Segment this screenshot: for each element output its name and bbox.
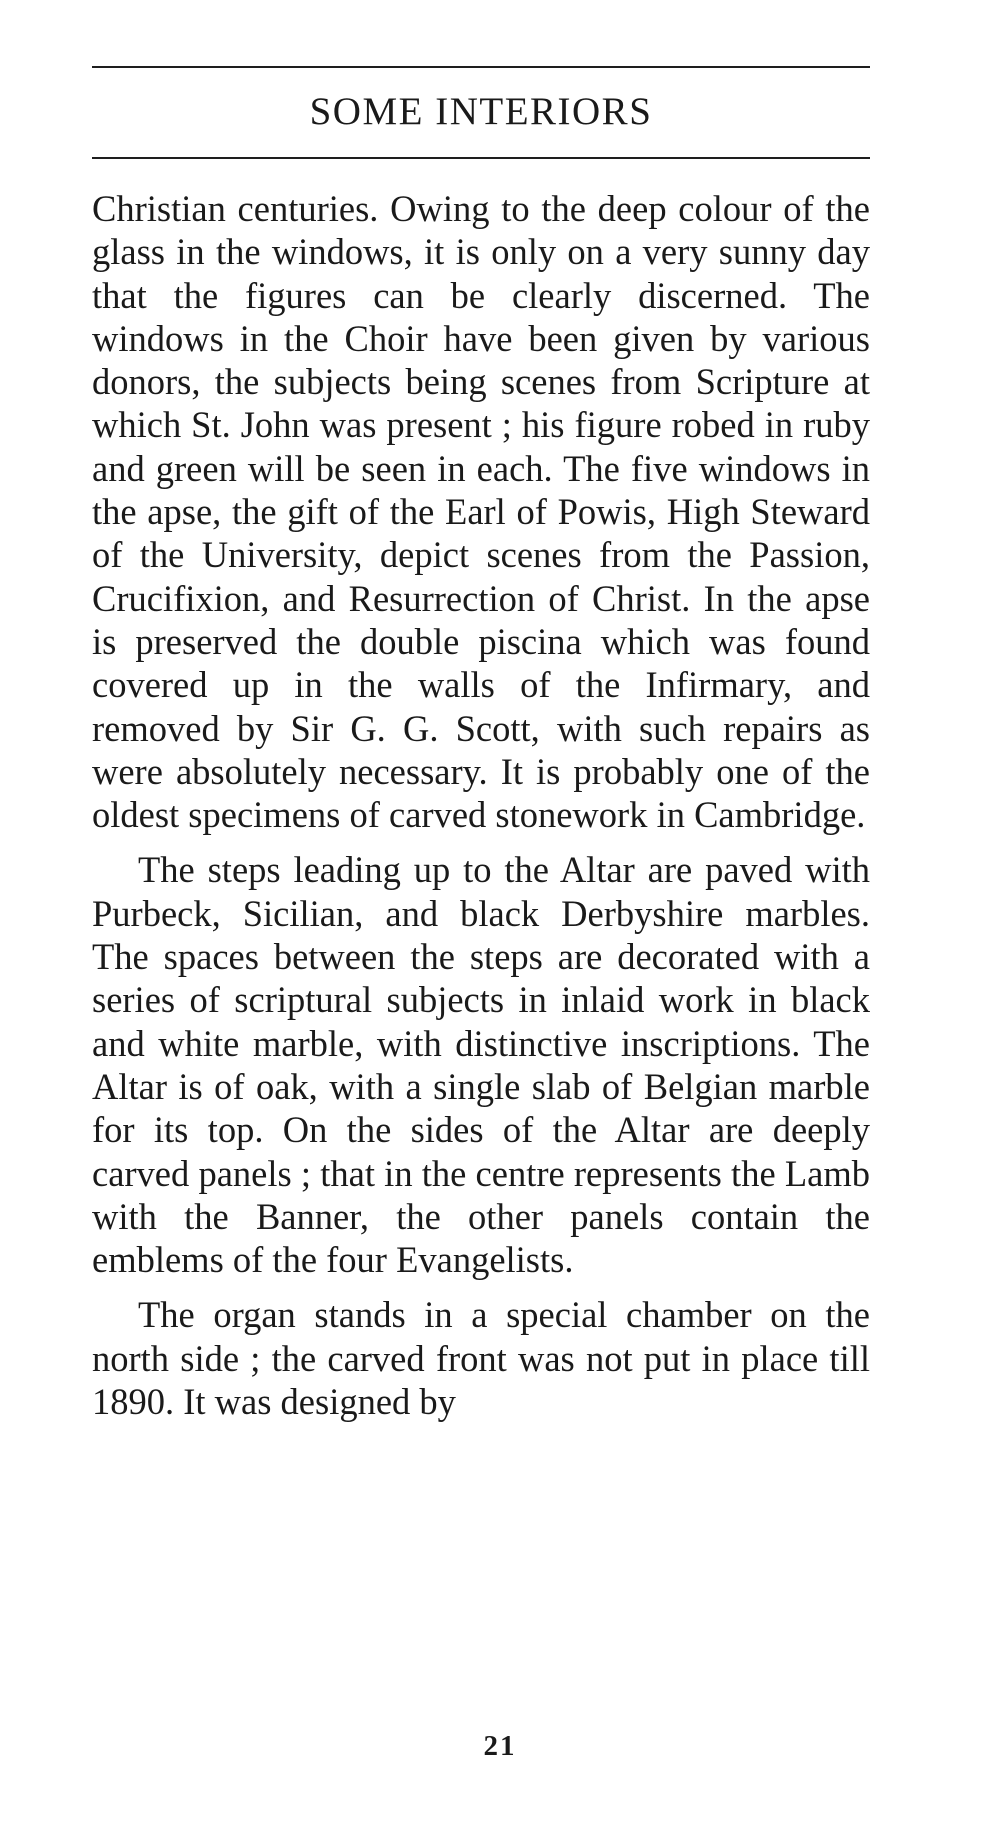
header-rule-top <box>92 66 870 68</box>
paragraph-windows: Christian centuries. Owing to the deep colour of the glass in the windows, it is only on a very sunny day that the figures can be clearly discerned. The windows in the Choir have been given by various donors, the subjects being scenes from Scripture at which St. John was present ; his figure robed in ruby and green will be seen in each. The five windows in the apse, the gift of the Earl of Powis, High Steward of the University, depict scenes from the Passion, Crucifixion, and Resurrection of Christ. In the apse is preserved the double piscina which was found covered up in the walls of the Infirmary, and removed by Sir G. G. Scott, with such repairs as were absolutely necessary. It is probably one of the oldest specimens of carved stonework in Cambridge. <box>92 188 870 836</box>
body-text <box>92 187 870 1423</box>
page-number: 21 <box>483 1730 517 1762</box>
paragraph-organ: The organ stands in a special chamber on the north side ; the carved front was not put in place till 1890. It was designed by <box>92 1294 870 1423</box>
paragraph-altar-steps: The steps leading up to the Altar are paved with Purbeck, Sicilian, and black Derbyshire marbles. The spaces between the steps are decorated with a series of scriptural subjects in inlaid work in black and white marble, with distinctive inscriptions. The Altar is of oak, with a single slab of Belgian marble for its top. On the sides of the Altar are deeply carved panels ; that in the centre represents the Lamb with the Banner, the other panels contain the emblems of the four Evangelists. <box>92 849 870 1281</box>
header-rule-bottom <box>92 157 870 159</box>
running-header: SOME INTERIORS <box>309 90 653 133</box>
book-page <box>92 66 870 1435</box>
